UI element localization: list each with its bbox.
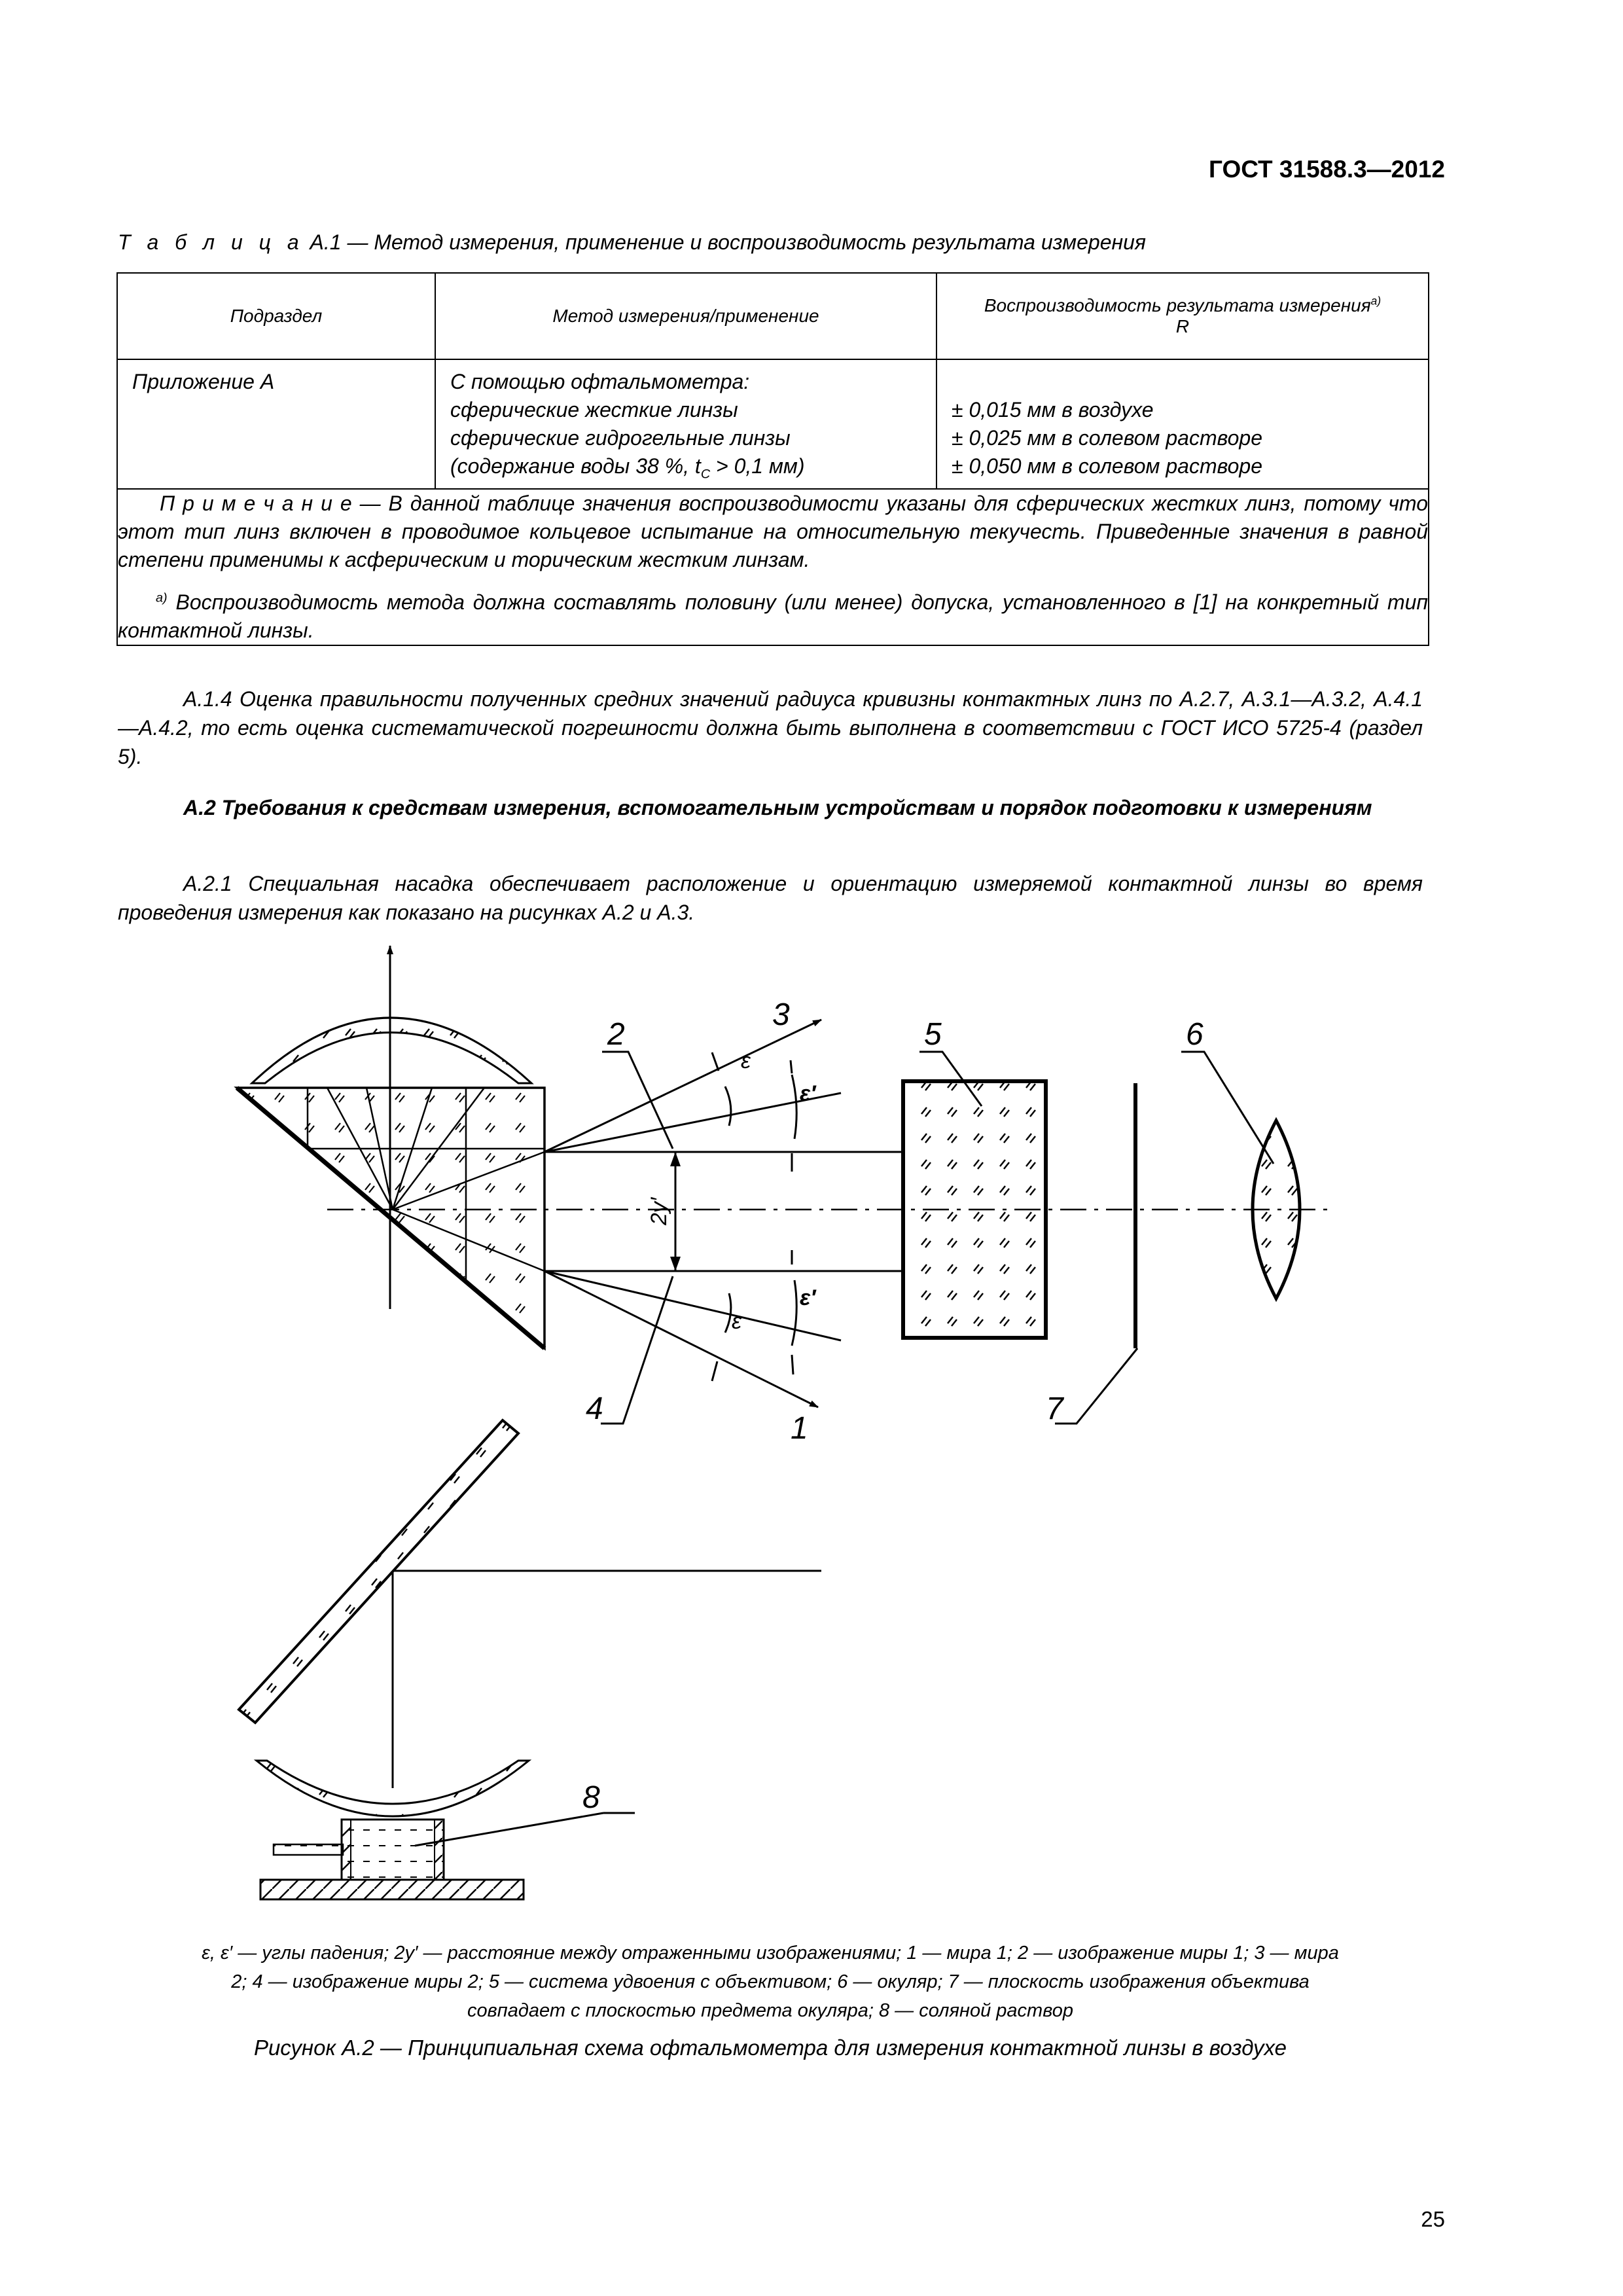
- doubling-system: [903, 1081, 1046, 1338]
- footnote-text: Воспроизводимость метода должна составлять половину (или менее) допуска, установленного в [1] на конкретный тип контактной линзы.: [118, 590, 1428, 642]
- thickness-symbol: t: [694, 454, 701, 478]
- epsilon-prime-lower: ε′: [800, 1285, 816, 1310]
- figure-title: Рисунок А.2 — Принципиальная схема офтальмометра для измерения контактной линзы в воздухе: [253, 2036, 1287, 2060]
- figure-legend: [118, 1939, 1423, 2025]
- base-plate: [260, 1880, 524, 1899]
- legend-line: совпадает с плоскостью предмета окуляра; 8 — соляной раствор: [467, 2000, 1073, 2021]
- method-line: сферические гидрогельные линзы: [450, 426, 791, 450]
- reproducibility-value: ± 0,050 мм в солевом растворе: [952, 454, 1262, 478]
- label-6: 6: [1186, 1017, 1204, 1052]
- legend-line: ε, ε′ — углы падения; 2y′ — расстояние между отраженными изображениями; 1 — мира 1; 2 — изображение миры 1; 3 — мира: [202, 1943, 1339, 1964]
- method-water: (содержание воды 38 %,: [450, 454, 695, 478]
- standard-code: ГОСТ 31588.3—2012: [1208, 156, 1445, 183]
- method-thickness: > 0,1 мм): [710, 454, 805, 478]
- heading-a2-text: А.2 Требования к средствам измерения, вспомогательным устройствам и порядок подготовки к измерениям: [183, 796, 1372, 819]
- table-caption-label: Т а б л и ц а: [118, 230, 304, 254]
- rays: [544, 1020, 903, 1407]
- thickness-subscript: C: [700, 467, 711, 482]
- figure-labels: [582, 997, 1204, 1815]
- note-label: П р и м е ч а н и е: [160, 492, 352, 515]
- legend-line: 2; 4 — изображение миры 2; 5 — система удвоения с объективом; 6 — окуляр; 7 — плоскость изображения объектива: [231, 1971, 1310, 1992]
- epsilon-prime-upper: ε′: [800, 1081, 816, 1106]
- footnote-ref: а): [1370, 294, 1382, 308]
- ray-mira-2: [544, 1020, 821, 1152]
- reproducibility-symbol: R: [1175, 316, 1190, 336]
- reproducibility-value: ± 0,025 мм в солевом растворе: [952, 426, 1262, 450]
- label-8: 8: [582, 1780, 600, 1815]
- dimension-2y-label: 2y′: [647, 1197, 671, 1225]
- label-2: 2: [607, 1017, 625, 1052]
- paragraph-a14-text: А.1.4 Оценка правильности полученных средних значений радиуса кривизны контактных линз по А.2.7, А.3.1—А.3.2, А.4.1—А.4.2, то есть оценка систематической погрешности должна быть выполнена в соответствии с ГОСТ ИСО 5725-4 (раздел 5).: [118, 687, 1423, 768]
- ray-mira-1: [544, 1271, 818, 1407]
- method-line: С помощью офтальмометра:: [450, 370, 750, 393]
- angle-marks: [712, 1052, 796, 1381]
- label-3: 3: [772, 997, 790, 1032]
- column-header-section-text: Подраздел: [230, 306, 323, 326]
- table-caption-text: А.1 — Метод измерения, применение и воспроизводимость результата измерения: [304, 230, 1146, 254]
- footnote-mark: а): [156, 590, 168, 605]
- method-line: сферические жесткие линзы: [450, 398, 738, 422]
- epsilon-lower: ε: [732, 1309, 741, 1334]
- page-number: 25: [1421, 2207, 1445, 2231]
- column-header-method-text: Метод измерения/применение: [552, 306, 819, 326]
- column-header-reproducibility-text: Воспроизводимость результата измерения: [984, 295, 1371, 315]
- label-1: 1: [791, 1411, 808, 1446]
- epsilon-upper: ε: [741, 1049, 751, 1073]
- reproducibility-value: ± 0,015 мм в воздухе: [952, 398, 1154, 422]
- note-text: — В данной таблице значения воспроизводимости указаны для сферических жестких линз, потому что этот тип линз включен в проводимое кольцевое испытание на относительную текучесть. Приведенные значения в равной степени применимы к асферическим и торическим жестким линзам.: [118, 492, 1429, 571]
- label-4: 4: [586, 1391, 603, 1426]
- label-5: 5: [924, 1017, 942, 1052]
- label-7: 7: [1046, 1391, 1063, 1426]
- eyepiece-lens: [1253, 1121, 1300, 1299]
- cell-section-text: Приложение А: [132, 370, 275, 393]
- paragraph-a21-text: А.2.1 Специальная насадка обеспечивает расположение и ориентацию измеряемой контактной линзы во время проведения измерения как показано на рисунках А.2 и А.3.: [118, 872, 1423, 924]
- saline-cell: [274, 1820, 444, 1880]
- leader-8: [415, 1813, 635, 1846]
